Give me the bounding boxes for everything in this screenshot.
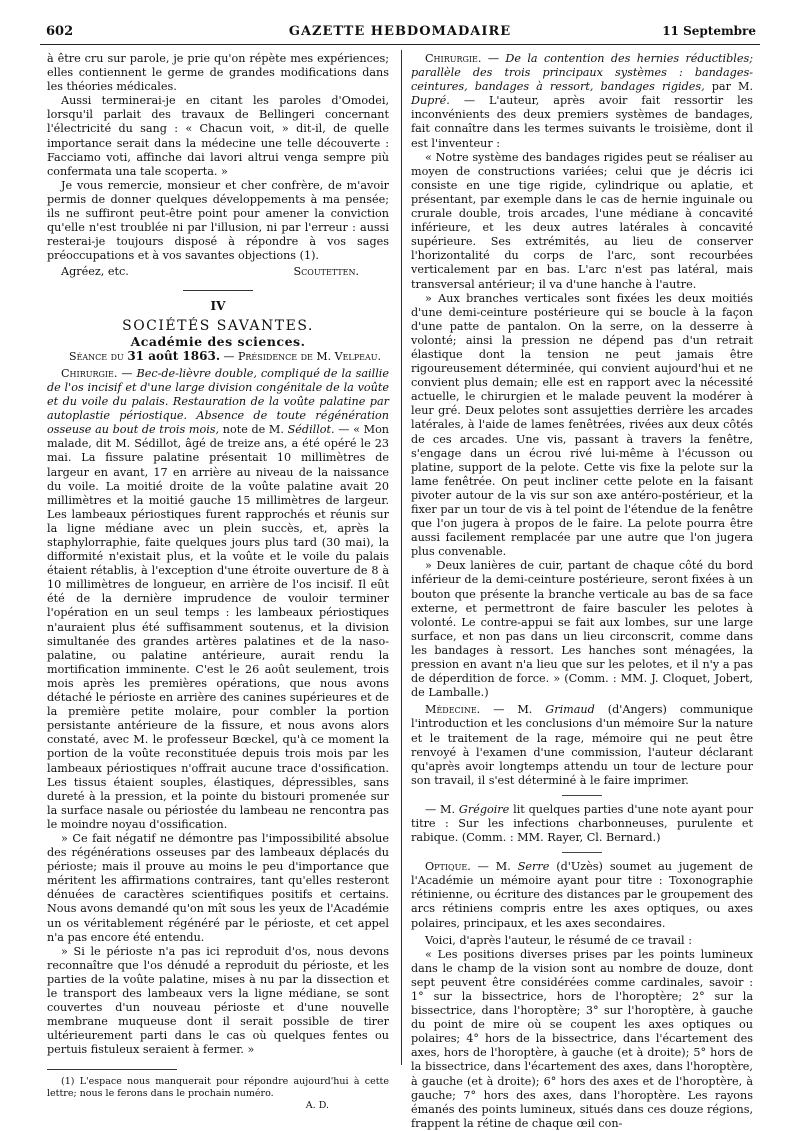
article-author: Dupré. xyxy=(411,94,450,108)
section-title: SOCIÉTÉS SAVANTES. xyxy=(122,317,314,334)
quote-paragraph: » Deux lanières de cuir, partant de chaque côté du bord inférieur de la demi-ceinture postérieure, seront fixées à un bouton que présente la branche verticale au bas de sa face externe, et permettront de faire basculer les pelotes à volonté. Le contre-appui se fait aux lombes, sur une large surface, et non pas dans un lieu circonscrit, comme dans les bandages à ressort. Les hanches sont ménagées, la pression en avant n'a lieu que sur les pelotes, et il n'y a pas de déperdition de force. » (Comm. : MM. J. Cloquet, Jobert, de Lamballe.) xyxy=(411,559,753,700)
page-number: 602 xyxy=(46,24,74,39)
letter-paragraph: à être cru sur parole, je prie qu'on répète mes expériences; elles contiennent le germe de grandes modifications dans les théories médicales. xyxy=(47,52,389,94)
footnote-divider xyxy=(47,1069,177,1070)
article-author: Grégoire xyxy=(458,802,510,816)
article-author: Serre xyxy=(517,860,550,874)
article-body: — « Mon malade, dit M. Sédillot, âgé de treize ans, a été opéré le 23 mai. La fissure palatine présentait 10 millimètres de largeur en avant, 17 en arrière au niveau de la naissance du voile. La moitié droite de la voûte palatine avait 20 millimètres et la moitié gauche 15 millimètres de largeur. Les lambeaux périostiques furent rapprochés et réunis sur la ligne médiane avec un plein succès, et, après la staphylorraphie, faite quelques jours plus tard (30 mai), la difformité n'existait plus, et la voûte et le voile du palais étaient rétablis, à l'exception d'une étroite ouverture de 8 à 10 millimètres de longueur, en arrière de l'os incisif. Il eût été de la dernière imprudence de vouloir terminer l'opération en un seul temps : les lambeaux périostiques n'auraient plus été suffisamment soutenus, et la division simultanée des grandes artères palatines et de la naso-palatine, ou palatine antérieure, aurait rendu la mortification imminente. C'est le 26 août seulement, trois mois après les premières opérations, que nous avons détaché le périoste en arrière des canines supérieures et de la première petite molaire, pour combler la portion persistante antérieure de la fissure, et nous avons alors constaté, avec M. le professeur Bœckel, qu'à ce moment la portion de la voûte reconstituée depuis trois mois par les lambeaux périostiques n'offrait aucune trace d'ossification. Les tissus étaient souples, élastiques, dépressibles, sans dureté à la pression, et la pointe du bistouri promenée sur la surface nasale ou périostée du lambeau ne rencontra pas le moindre noyau d'ossification. xyxy=(47,423,390,831)
footnote-signature-row xyxy=(47,1100,389,1112)
rubric-label: Médecine. xyxy=(425,703,481,717)
author-prefix: — M. xyxy=(425,802,456,816)
quote-paragraph: « Notre système des bandages rigides peut se réaliser au moyen de constructions variées; celui que je décris ici consiste en une tige rigide, cylindrique ou aplatie, et présentant, par exemple dans le cas de hernie inguinale ou crurale double, trois arcades, l'une médiane à concavité inférieure, et les deux autres latérales à concavité supérieure. Ses extrémités, au lieu de conserver l'horizontalité du corps de l'arc, sont recourbées verticalement par en bas. L'arc n'est pas latéral, mais transversal antérieur; il va d'une hanche à l'autre. xyxy=(411,150,753,291)
column-divider xyxy=(401,50,402,1065)
page-header xyxy=(40,20,760,45)
quote-paragraph: » Aux branches verticales sont fixées les deux moitiés d'une demi-ceinture postérieure qui se boucle à la façon d'une patte de pantalon. On la serre, on la desserre à volonté; ainsi la pression ne dépend pas d'un retrait élastique dont la tension ne peut jamais être rigoureusement déterminée, qui convient aujourd'hui et ne convient plus demain; elle est en rapport avec la nécessité actuelle, le chirurgien et le malade peuvent la modérer à leur gré. Deux pelotes sont assujetties derrière les arcades latérales, à l'aide de lames fenêtrées, rivées aux deux côtés de ces arcades. Une vis, passant à travers la fenêtre, s'engage dans un écrou rivé lui-même à l'écusson ou platine, support de la pelote. Cette vis fixe la pelote sur la lame fenêtrée. On peut incliner cette pelote en la faisant pivoter autour de la vis sur son axe antéro-postérieur, et la fixer par un tour de vis à tel point de l'étendue de la fenêtre que l'on jugera à propos de le faire. La pelote pourra être aussi facilement remplacée par une autre que l'on jugera plus convenable. xyxy=(411,291,753,559)
article-author: Grimaud xyxy=(545,703,595,717)
letter-signature: Scoutetten. xyxy=(293,265,359,279)
footnote-text: (1) L'espace nous manquerait pour répondre aujourd'hui à cette lettre; nous le ferons dans le prochain numéro. xyxy=(47,1076,389,1100)
article-paragraph: » Si le périoste n'a pas ici reproduit d'os, nous devons reconnaître que l'os dénudé a reproduit du périoste, et les parties de la voûte palatine, mises à nu par la dissection et le transport des lambeaux vers la ligne médiane, se sont couvertes d'un nouveau périoste et d'une nouvelle membrane muqueuse dont il serait possible de tirer ultérieurement parti dans le cas où quelques fentes ou pertuis fistuleux seraient à fermer. » xyxy=(47,944,389,1057)
section-divider xyxy=(183,290,253,291)
optique-entry xyxy=(411,860,753,930)
academy-heading: Académie des sciences. xyxy=(130,333,306,349)
article-body: (d'Uzès) soumet au jugement de l'Académie un mémoire ayant pour titre : Toxonographie rétinienne, ou écriture des distances par le groupement des arcs rétiniens compris entre les axes optiques, ou axes polaires, principaux, et les axes secondaires. xyxy=(411,860,754,930)
article-title: — Bec-de-lièvre double, compliqué de la saillie de l'os incisif et d'une large division congénitale de la voûte et du voile du palais. Restauration de la voûte palatine par autoplastie périostique. Absence de toute régénération osseuse au bout de trois mois, xyxy=(47,366,389,437)
author-prefix: par M. xyxy=(711,80,754,94)
rubric-label: Optique. xyxy=(425,860,471,874)
entry-divider xyxy=(562,795,602,796)
summary-intro: Voici, d'après l'auteur, le résumé de ce travail : xyxy=(425,933,692,947)
article-body: (d'Angers) communique l'introduction et les conclusions d'un mémoire Sur la nature et le traitement de la rage, mémoire qui ne peut être renvoyé à l'examen d'une commission, l'auteur déclarant qu'après avoir longtemps attendu un tour de lecture pour son travail, il s'est déterminé à le faire imprimer. xyxy=(411,703,754,787)
seance-prefix: Séance du xyxy=(69,349,124,363)
right-column xyxy=(411,52,753,1131)
chirurgie-hernies-entry xyxy=(411,52,753,151)
article-title: — De la contention des hernies réductibles; parallèle des trois principaux systèmes : bandages-ceintures, bandages à ressort, bandages rigides, xyxy=(411,52,753,94)
rubric-label: Chirurgie. xyxy=(425,52,482,65)
letter-paragraph: Aussi terminerai-je en citant les paroles d'Omodei, lorsqu'il parlait des travaux de Bellingeri concernant l'électricité du sang : « Chacun voit, » dit-il, de quelle importance serait dans la médecine une telle découverte : Facciamo voti, affinche dai lavori altrui venga sempre più confermata una tale scoperta. » xyxy=(47,94,389,178)
article-author: Sédillot. xyxy=(287,423,335,437)
chirurgie-entry xyxy=(47,367,389,832)
medecine-entry xyxy=(411,703,753,788)
closing-text: Agréez, etc. xyxy=(61,265,129,279)
author-prefix: — M. xyxy=(477,860,511,874)
quote-paragraph: « Les positions diverses prises par les points lumineux dans le champ de la vision sont au nombre de douze, dont sept peuvent être considérées comme cardinales, savoir : 1° sur la bissectrice, hors de l'horoptère; 2° sur la bissectrice, dans l'horoptère; 3° sur l'horoptère, à gauche du point de mire où se coupent les axes optiques ou polaires; 4° hors de la bissectrice, dans l'écartement des axes, hors de l'horoptère, à gauche (et à droite); 5° hors de la bissectrice, dans l'écartement des axes, dans l'horoptère, à gauche (et à droite); 6° hors des axes et de l'horoptère, à gauche; 7° hors des axes, dans l'horoptère. Les rayons émanés des points lumineux, situés dans ces douze régions, frappent la rétine de chaque œil con- xyxy=(411,947,753,1130)
issue-date: 11 Septembre xyxy=(662,24,756,38)
gregoire-entry xyxy=(411,803,753,845)
rubric-label: Chirurgie. xyxy=(61,366,118,380)
journal-title: GAZETTE HEBDOMADAIRE xyxy=(288,24,512,39)
entry-divider xyxy=(562,852,602,853)
seance-line xyxy=(47,349,389,364)
article-intro: — L'auteur, après avoir fait ressortir les inconvénients des deux premiers systèmes de bandages, fait connaître dans les termes suivants le troisième, dont il est l'inventeur : xyxy=(411,94,754,150)
article-body: lit quelques parties d'une note ayant pour titre : Sur les infections charbonneuses, purulente et rabique. (Comm. : MM. Rayer, Cl. Bernard.) xyxy=(411,802,753,845)
letter-closing xyxy=(47,265,389,279)
letter-paragraph: Je vous remercie, monsieur et cher confrère, de m'avoir permis de donner quelques développements à ma pensée; ils ne suffiront peut-être point pour amener la conviction qu'elle n'est troublée ni par l'illusion, ni par l'erreur : aussi resterai-je toujours disposé à répondre à vos sages préoccupations et à vos savantes objections (1). xyxy=(47,178,389,263)
section-number: IV xyxy=(210,298,226,313)
footnote-signature: A. D. xyxy=(305,1100,329,1112)
author-prefix: — M. xyxy=(493,703,533,717)
left-column xyxy=(47,52,389,1112)
seance-date: 31 août 1863. xyxy=(127,348,220,363)
note-prefix: note de M. xyxy=(222,423,284,437)
seance-presidence: — Présidence de M. Velpeau. xyxy=(223,349,381,363)
article-paragraph: » Ce fait négatif ne démontre pas l'impossibilité absolue des régénérations osseuses par des lambeaux déplacés du périoste; mais il prouve au moins le peu d'importance que méritent les affirmations contraires, tant qu'elles resteront dénuées de caractères scientifiques positifs et certains. Nous avons demandé qu'on mît sous les yeux de l'Académie un os véritablement régénéré par le périoste, et cet appel n'a pas encore été entendu. xyxy=(47,831,389,944)
